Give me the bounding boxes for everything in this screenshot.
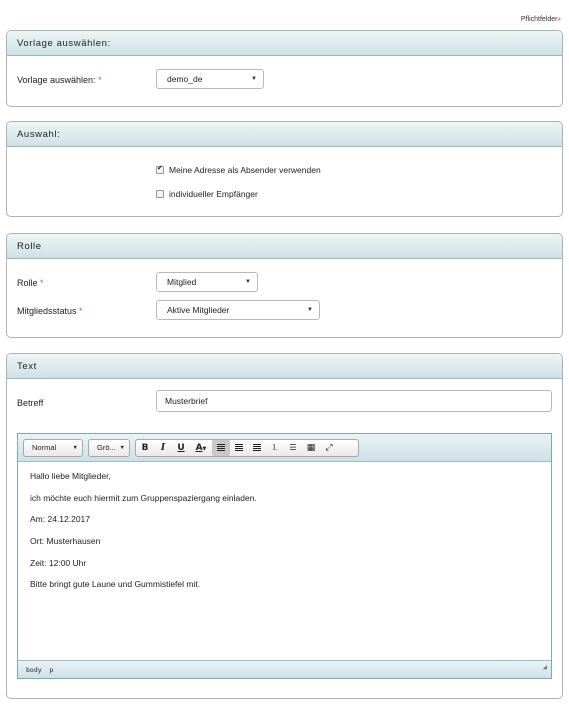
resize-handle-icon[interactable]: ◢ bbox=[542, 663, 547, 671]
text-color-button[interactable] bbox=[190, 440, 212, 456]
body-line: Bitte bringt gute Laune und Gummistiefel mit. bbox=[30, 579, 201, 590]
table-button[interactable] bbox=[302, 440, 320, 456]
member-status-label-text: Mitgliedsstatus bbox=[17, 306, 77, 316]
template-select-value: demo_de bbox=[167, 74, 203, 84]
align-right-icon bbox=[253, 444, 261, 451]
role-field-label bbox=[17, 278, 44, 288]
editor-content[interactable] bbox=[18, 462, 551, 612]
align-center-icon bbox=[235, 444, 243, 451]
fullscreen-icon: ⤢ bbox=[325, 443, 333, 453]
use-own-address-option[interactable] bbox=[156, 165, 321, 175]
member-status-select[interactable] bbox=[156, 300, 320, 320]
subject-input[interactable] bbox=[156, 390, 552, 412]
template-panel bbox=[6, 30, 563, 107]
chevron-down-icon: ▼ bbox=[307, 307, 313, 313]
text-panel bbox=[6, 353, 563, 699]
table-icon: ▦ bbox=[306, 443, 316, 453]
numbered-list-button[interactable] bbox=[266, 440, 284, 456]
role-panel bbox=[6, 233, 563, 338]
element-path[interactable]: body p bbox=[26, 666, 54, 674]
chevron-down-icon: ▼ bbox=[202, 446, 207, 452]
required-marker: * bbox=[557, 16, 561, 26]
align-right-button[interactable] bbox=[248, 440, 266, 456]
text-style-group bbox=[135, 439, 359, 457]
bullet-list-button[interactable] bbox=[284, 440, 302, 456]
template-field-label bbox=[17, 75, 102, 85]
editor-toolbar bbox=[18, 434, 551, 462]
role-panel-title: Rolle bbox=[7, 234, 562, 259]
individual-recipient-checkbox[interactable] bbox=[156, 190, 164, 198]
body-line: Am: 24.12.2017 bbox=[30, 514, 91, 525]
individual-recipient-label: individueller Empfänger bbox=[169, 189, 258, 199]
individual-recipient-option[interactable] bbox=[156, 189, 258, 199]
required-marker: * bbox=[79, 306, 83, 316]
numbered-list-icon: ⒈ bbox=[271, 443, 279, 452]
italic-button[interactable]: I bbox=[160, 443, 166, 453]
selection-panel-title: Auswahl: bbox=[7, 122, 562, 147]
underline-button[interactable]: U bbox=[177, 443, 185, 453]
use-own-address-checkbox[interactable] bbox=[156, 166, 164, 174]
format-combo[interactable] bbox=[23, 439, 83, 457]
fullscreen-button[interactable] bbox=[320, 440, 338, 456]
chevron-down-icon: ▼ bbox=[72, 445, 78, 451]
bullet-list-icon: ☰ bbox=[289, 443, 297, 452]
chevron-down-icon: ▼ bbox=[251, 76, 257, 82]
template-select[interactable] bbox=[156, 69, 264, 89]
body-line: Hallo liebe Mitglieder, bbox=[30, 471, 111, 481]
required-fields-label: Pflichtfelder bbox=[520, 16, 558, 23]
required-marker: * bbox=[98, 75, 102, 85]
member-status-field-label bbox=[17, 306, 83, 316]
body-line: ich möchte euch hiermit zum Gruppenspaziergang einladen. bbox=[30, 492, 257, 503]
align-left-button[interactable] bbox=[212, 440, 230, 456]
role-select[interactable] bbox=[156, 272, 258, 292]
role-select-value: Mitglied bbox=[167, 277, 197, 287]
editor-statusbar bbox=[18, 660, 551, 678]
align-center-button[interactable] bbox=[230, 440, 248, 456]
template-label-text: Vorlage auswählen: bbox=[17, 75, 96, 85]
required-marker: * bbox=[40, 278, 44, 288]
template-panel-title: Vorlage auswählen: bbox=[7, 31, 562, 56]
chevron-down-icon: ▼ bbox=[245, 279, 251, 285]
use-own-address-label: Meine Adresse als Absender verwenden bbox=[169, 165, 321, 175]
align-left-icon bbox=[217, 444, 225, 451]
bold-button[interactable]: B bbox=[141, 443, 149, 453]
role-label-text: Rolle bbox=[17, 278, 38, 288]
subject-input-value: Musterbrief bbox=[165, 396, 208, 406]
text-color-label: A bbox=[195, 443, 203, 453]
chevron-down-icon: ▼ bbox=[119, 445, 125, 451]
body-line: Zeit: 12:00 Uhr bbox=[30, 557, 87, 568]
font-size-combo[interactable] bbox=[88, 439, 130, 457]
font-size-combo-value: Grö... bbox=[97, 443, 116, 452]
format-combo-value: Normal bbox=[32, 443, 57, 452]
body-line: Ort: Musterhausen bbox=[30, 536, 101, 547]
rich-text-editor[interactable] bbox=[17, 433, 552, 679]
required-fields-note bbox=[521, 16, 561, 26]
member-status-select-value: Aktive Mitglieder bbox=[167, 305, 230, 315]
selection-panel bbox=[6, 121, 563, 217]
subject-label: Betreff bbox=[17, 398, 44, 408]
text-panel-title: Text bbox=[7, 354, 562, 379]
